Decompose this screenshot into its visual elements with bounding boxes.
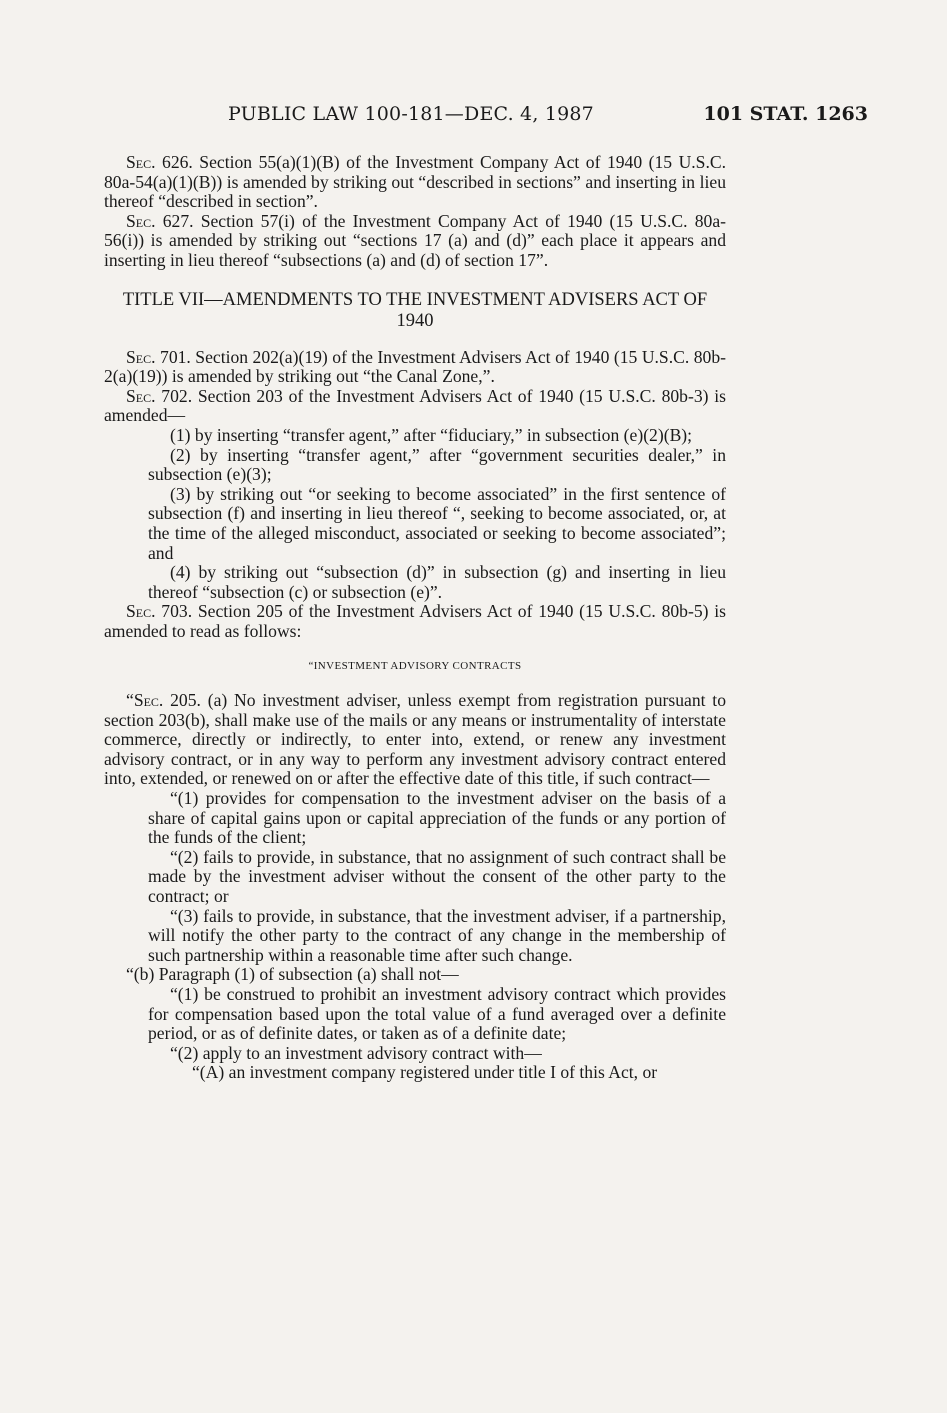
sec-label: Sec. [126, 152, 156, 172]
section-703 [104, 602, 726, 641]
section-702-text: 702. Section 203 of the Investment Advisers Act of 1940 (15 U.S.C. 80b-3) is amended— [104, 385, 726, 426]
section-205a-item: “(2) fails to provide, in substance, that no assignment of such contract shall be made by the investment adviser without the consent of the other party to the contract; or [148, 846, 726, 906]
section-701-text: 701. Section 202(a)(19) of the Investment Advisers Act of 1940 (15 U.S.C. 80b-2(a)(19)) is amended by striking out “the Canal Zone,”. [104, 346, 726, 387]
section-702-item: (4) by striking out “subsection (d)” in subsection (g) and inserting in lieu thereof “subsection (c) or subsection (e)”. [148, 562, 726, 602]
section-703-text: 703. Section 205 of the Investment Advisers Act of 1940 (15 U.S.C. 80b-5) is amended to read as follows: [104, 601, 726, 641]
section-701 [104, 348, 726, 387]
sec-label: Sec. [133, 690, 164, 711]
section-702-item: (2) by inserting “transfer agent,” after “government securities dealer,” in subsection (e)(3); [148, 444, 726, 485]
page-header [228, 103, 868, 133]
section-626-text: 626. Section 55(a)(1)(B) of the Investment Company Act of 1940 (15 U.S.C. 80a-54(a)(1)(B)) is amended by striking out “described in sections” and inserting in lieu thereof “described in section”. [104, 152, 726, 212]
section-627 [104, 212, 726, 271]
section-702-item: (1) by inserting “transfer agent,” after “fiduciary,” in subsection (e)(2)(B); [170, 424, 693, 445]
document-body [104, 153, 726, 1083]
section-205a-item: “(3) fails to provide, in substance, that the investment adviser, if a partnership, will notify the other party to the contract of any change in the membership of such partnership within a reasonable time after such change. [148, 905, 726, 965]
header-stat-page: 101 STAT. 1263 [703, 103, 868, 125]
section-205b-item: “(1) be construed to prohibit an investment advisory contract which provides for compensation based upon the total value of a fund averaged over a definite period, or as of definite dates, or taken as of a definite date; [148, 983, 726, 1044]
section-626 [104, 153, 726, 212]
sec-label: Sec. [126, 385, 156, 406]
section-205-text: 205. (a) No investment adviser, unless exempt from registration pursuant to section 203(b), shall make use of the mails or any means or instrumentality of interstate commerce, directly or indirectly, to enter into, extend, or renew any investment advisory contract, or in any way to perform any investment advisory contract entered into, extended, or renewed on or after the effective date of this title, if such contract— [104, 690, 726, 789]
sec-label: Sec. [126, 346, 156, 367]
section-702 [104, 387, 726, 426]
section-205 [104, 691, 726, 789]
sec-label: Sec. [126, 601, 156, 622]
section-702-item: (3) by striking out “or seeking to become associated” in the first sentence of subsection (f) and inserting in lieu thereof “, seeking to become associated, or, at the time of the alleged misconduct, associated or seeking to become associated”; and [148, 483, 726, 563]
investment-advisory-contracts-heading: “INVESTMENT ADVISORY CONTRACTS [308, 660, 522, 673]
section-205b: “(b) Paragraph (1) of subsection (a) shall not— [126, 964, 459, 985]
header-public-law: PUBLIC LAW 100-181—DEC. 4, 1987 [228, 103, 594, 125]
section-627-text: 627. Section 57(i) of the Investment Company Act of 1940 (15 U.S.C. 80a-56(i)) is amended by striking out “sections 17 (a) and (d)” each place it appears and inserting in lieu thereof “subsections (a) and (d) of section 17”. [104, 210, 726, 270]
section-205b-item: “(2) apply to an investment advisory contract with— [170, 1042, 542, 1063]
sec-label: Sec. [126, 210, 156, 231]
section-205a-item: “(1) provides for compensation to the investment adviser on the basis of a share of capital gains upon or capital appreciation of the funds or any portion of the funds of the client; [148, 788, 726, 848]
title-vii-heading: TITLE VII—AMENDMENTS TO THE INVESTMENT ADVISERS ACT OF 1940 [122, 289, 708, 331]
section-205b2-subitem: “(A) an investment company registered under title I of this Act, or [192, 1062, 658, 1083]
open-quote: “ [126, 690, 134, 711]
